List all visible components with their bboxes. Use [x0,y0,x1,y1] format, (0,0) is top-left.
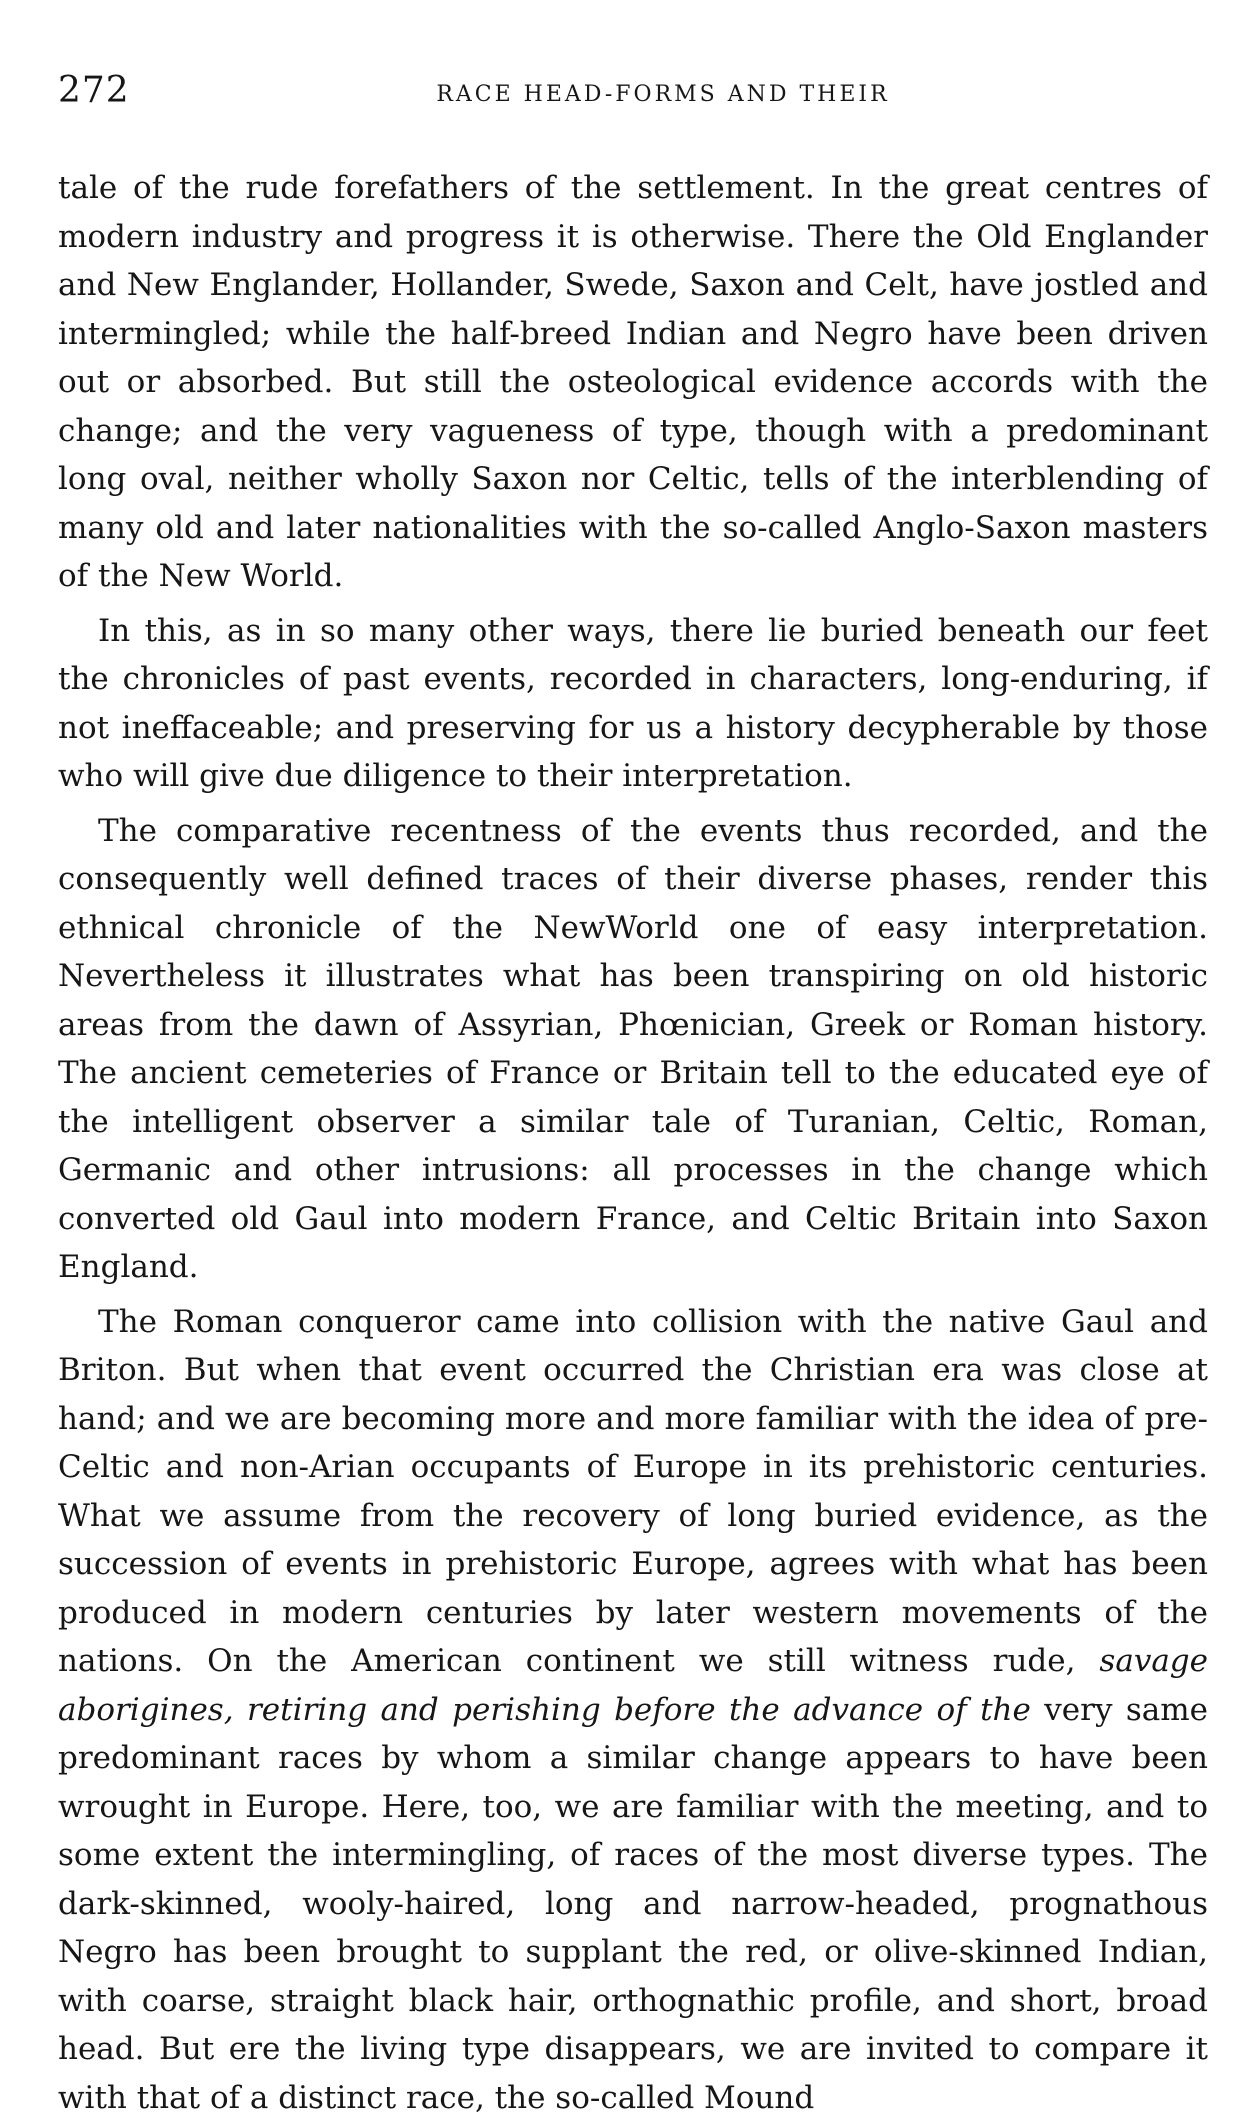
page-number: 272 [58,70,130,111]
paragraph-2: In this, as in so many other ways, there lie buried beneath our feet the chronicles of past events, recorded in characters, long-enduring, if not ineffaceable; and preserving for us a history decypherable by those who will give due diligence to their interpretation. [58,607,1208,801]
body-text [58,164,1208,2122]
running-title: RACE HEAD-FORMS AND THEIR [58,82,1208,107]
paragraph-4 [58,1298,1208,2122]
paragraph-1: tale of the rude forefathers of the settlement. In the great centres of modern industry and progress it is otherwise. There the Old Englander and New Englander, Hollander, Swede, Saxon and Celt, have jostled and intermingled; while the half-breed Indian and Negro have been driven out or absorbed. But still the osteological evidence accords with the change; and the very vagueness of type, though with a predominant long oval, neither wholly Saxon nor Celtic, tells of the interblending of many old and later nationalities with the so-called Anglo-Saxon masters of the New World. [58,164,1208,601]
paragraph-4-text-before: The Roman conqueror came into collision with the native Gaul and Briton. But when that event occurred the Christian era was close at hand; and we are becoming more and more familiar with the idea of pre-Celtic and non-Arian occupants of Europe in its prehistoric centuries. What we assume from the recovery of long buried evidence, as the succession of events in prehistoric Europe, agrees with what has been produced in modern centuries by later western movements of the nations. On the American continent we still witness rude, [58,1304,1208,1680]
paragraph-4-italic-phrase: savage aborigines, retiring and perishing before the advance of the [58,1643,1208,1728]
paragraph-4-text-after: very same predominant races by whom a similar change appears to have been wrought in Europe. Here, too, we are familiar with the meeting, and to some extent the intermingling, of races of the most diverse types. The dark-skinned, wooly-haired, long and narrow-headed, prognathous Negro has been brought to supplant the red, or olive-skinned Indian, with coarse, straight black hair, orthognathic profile, and short, broad head. But ere the living type disappears, we are invited to compare it with that of a distinct race, the so-called Mound [58,1692,1208,2116]
paragraph-3: The comparative recentness of the events thus recorded, and the consequently well defined traces of their diverse phases, render this ethnical chronicle of the NewWorld one of easy interpretation. Nevertheless it illustrates what has been transpiring on old historic areas from the dawn of Assyrian, Phœnician, Greek or Roman history. The ancient cemeteries of France or Britain tell to the educated eye of the intelligent observer a similar tale of Turanian, Celtic, Roman, Germanic and other intrusions: all processes in the change which converted old Gaul into modern France, and Celtic Britain into Saxon England. [58,807,1208,1292]
book-page [58,70,1208,2060]
running-head [58,70,1208,130]
